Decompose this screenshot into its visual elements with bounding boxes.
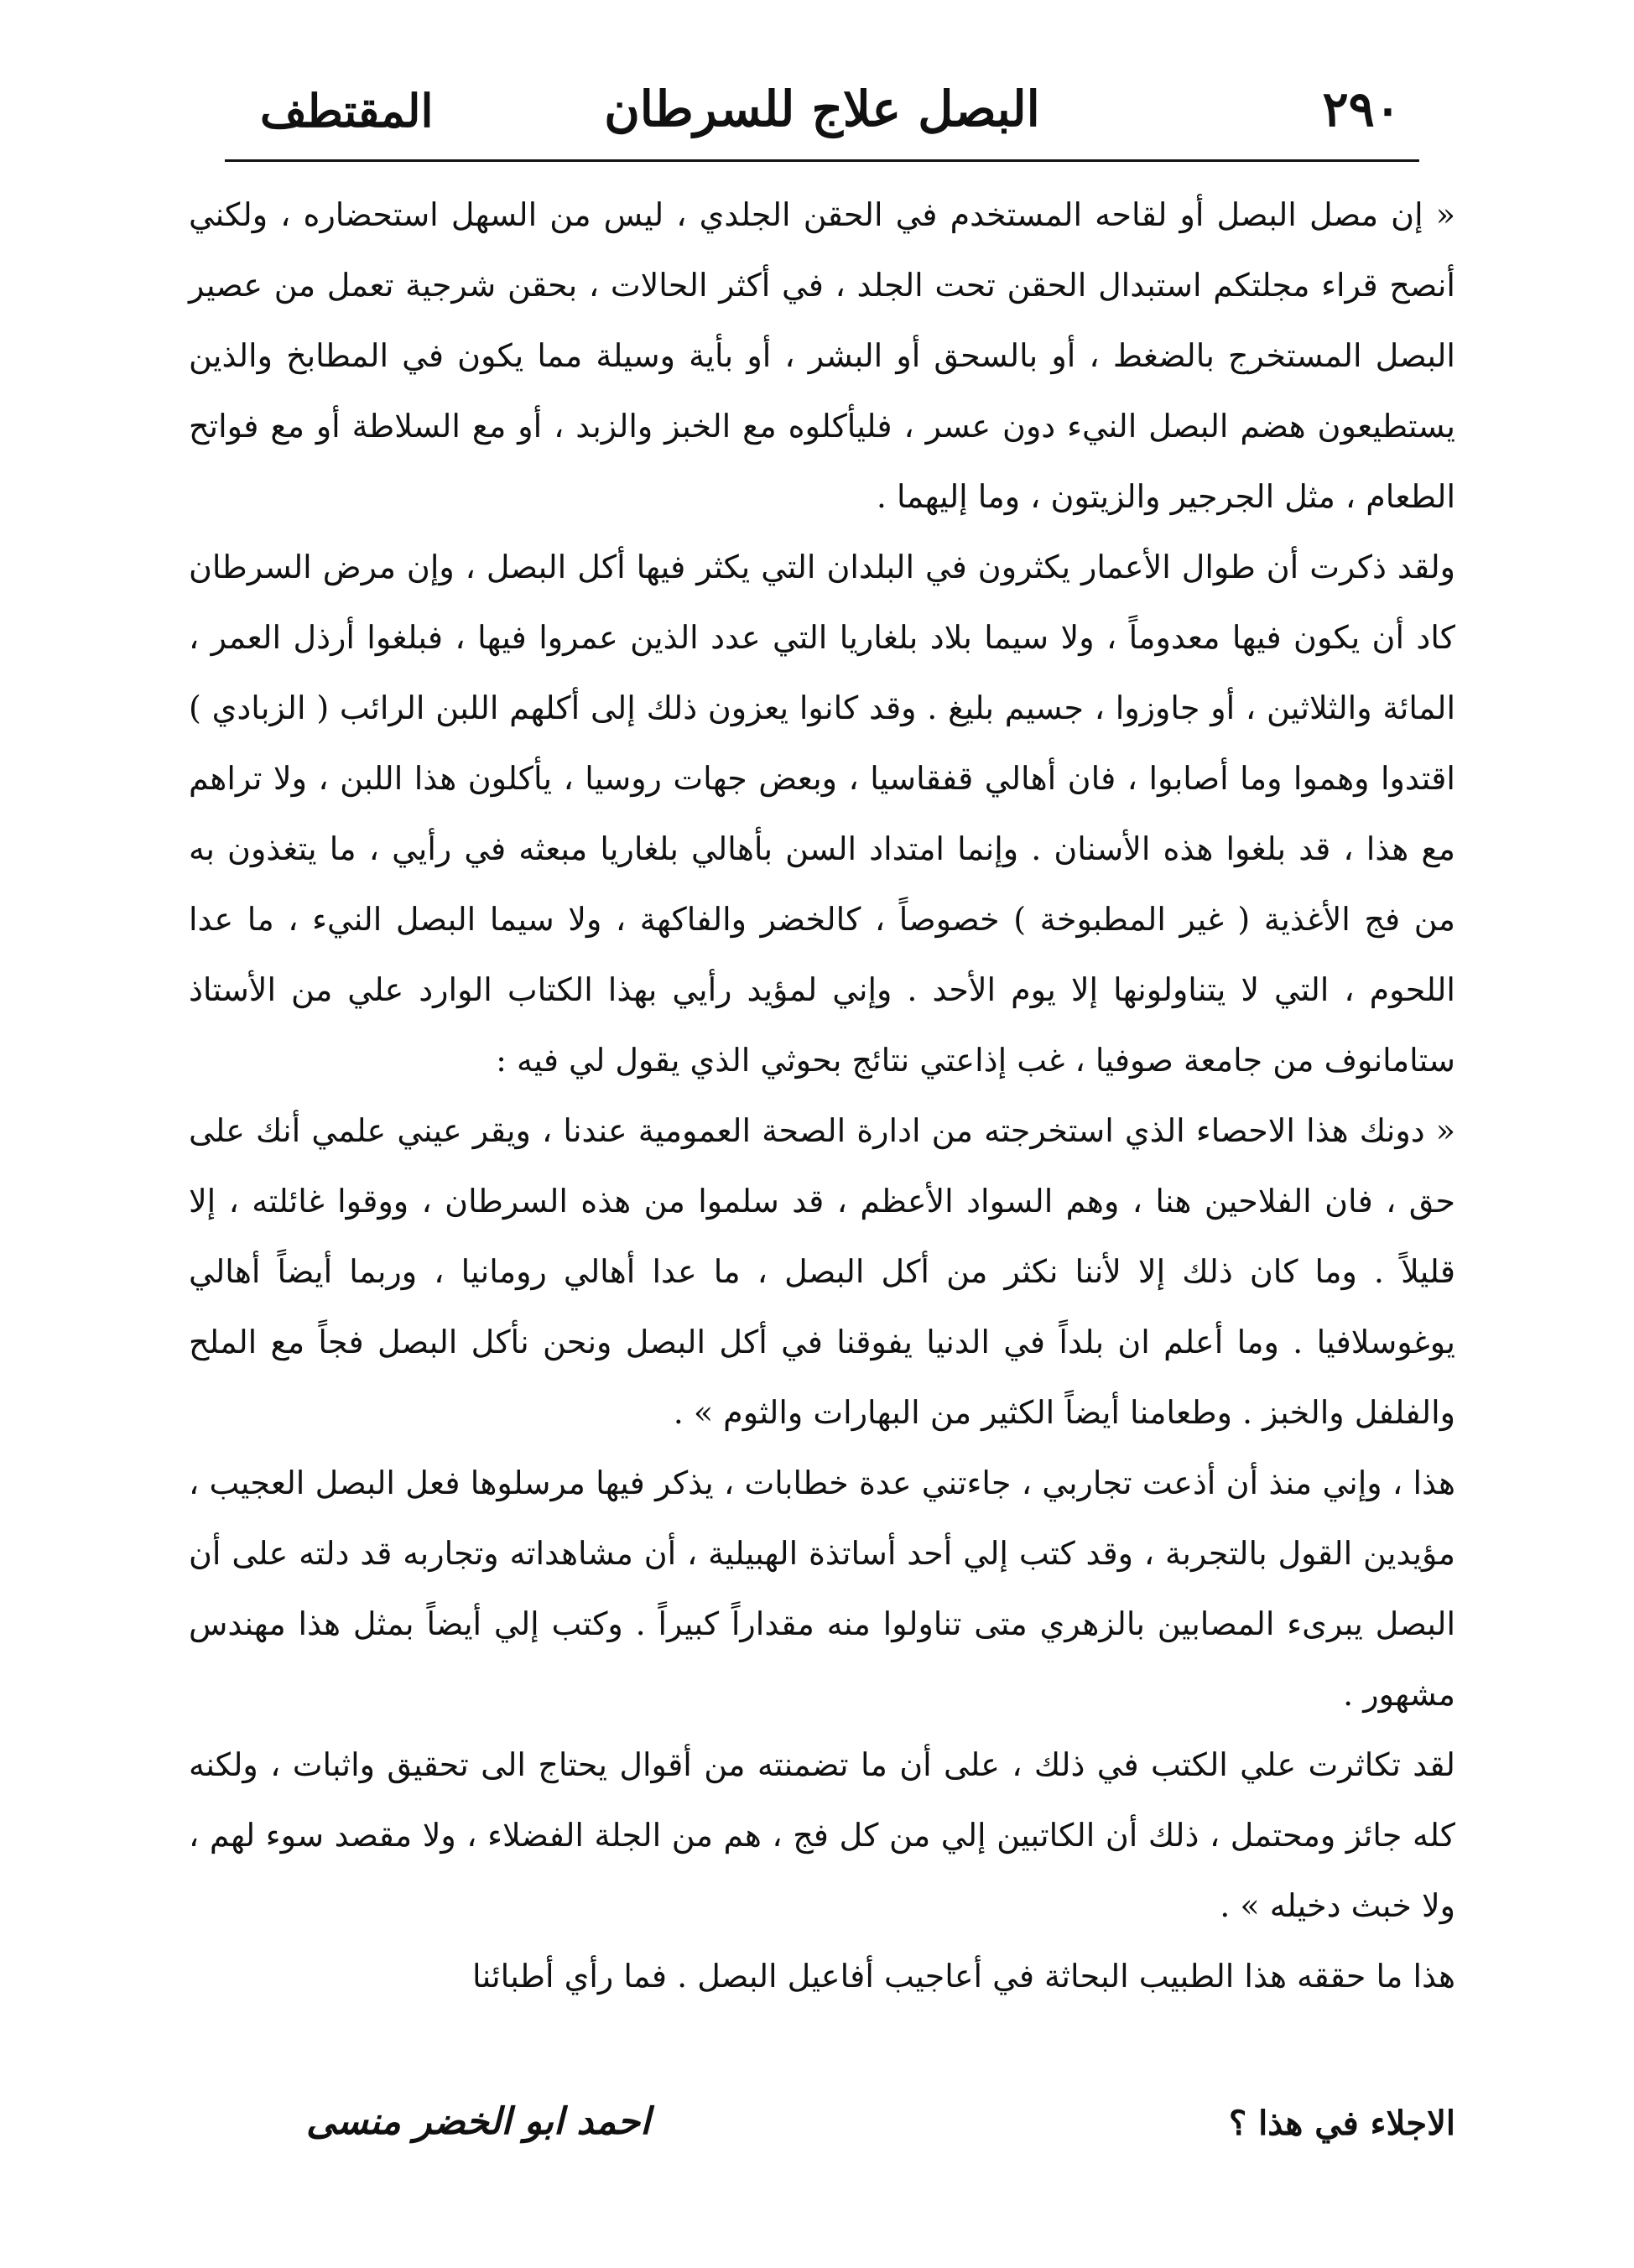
paragraph-6: هذا ما حققه هذا الطبيب البحاثة في أعاجيب أفاعيل البصل . فما رأي أطبائنا	[472, 1958, 1455, 1995]
page-number: ٢٩٠	[1322, 81, 1401, 138]
page-header	[218, 77, 1426, 153]
paragraph-5: لقد تكاثرت علي الكتب في ذلك ، على أن ما تضمنته من أقوال يحتاج الى تحقيق واثبات ، ولكنه كله جائز ومحتمل ، ذلك أن الكاتبين إلي من كل فج ، هم من الجلة الفضلاء ، ولا مقصد سوء لهم ، ولا خبث دخيله » .	[189, 1746, 1455, 1924]
closing-question: الاجلاء في هذا ؟	[1229, 2104, 1455, 2143]
closing-row	[189, 2089, 1455, 2159]
article-body	[189, 179, 1455, 2011]
paragraph-3: « دونك هذا الاحصاء الذي استخرجته من ادارة الصحة العمومية عندنا ، ويقر عيني علمي أنك على حق ، فان الفلاحين هنا ، وهم السواد الأعظم ، قد سلموا من هذه السرطان ، ووقوا غائلته ، إلا قليلاً . وما كان ذلك إلا لأننا نكثر من أكل البصل ، ما عدا أهالي رومانيا ، وربما أيضاً أهالي يوغوسلافيا . وما أعلم ان بلداً في الدنيا يفوقنا في أكل البصل ونحن نأكل البصل فجاً مع الملح والفلفل والخبز . وطعامنا أيضاً الكثير من البهارات والثوم » .	[189, 1112, 1455, 1431]
header-divider	[225, 159, 1419, 162]
journal-name: المقتطف	[260, 84, 434, 138]
paragraph-4: هذا ، وإني منذ أن أذعت تجاربي ، جاءتني عدة خطابات ، يذكر فيها مرسلوها فعل البصل العجيب ، مؤيدين القول بالتجربة ، وقد كتب إلي أحد أساتذة الهبيلية ، أن مشاهداته وتجاربه قد دلته على أن البصل يبرىء المصابين بالزهري متى تناولوا منه مقداراً كبيراً . وكتب إلي أيضاً بمثل هذا مهندس مشهور .	[189, 1464, 1456, 1713]
paragraph-1: « إن مصل البصل أو لقاحه المستخدم في الحقن الجلدي ، ليس من السهل استحضاره ، ولكني أنصح قراء مجلتكم استبدال الحقن تحت الجلد ، في أكثر الحالات ، بحقن شرجية تعمل من عصير البصل المستخرج بالضغط ، أو بالسحق أو البشر ، أو بأية وسيلة مما يكون في المطابخ والذين يستطيعون هضم البصل النيء دون عسر ، فليأكلوه مع الخبز والزبد ، أو مع السلاطة أو مع فواتح الطعام ، مثل الجرجير والزيتون ، وما إليهما .	[189, 196, 1455, 515]
running-title: البصل علاج للسرطان	[604, 81, 1040, 138]
author-signature: احمد ابو الخضر منسى	[306, 2100, 651, 2143]
paragraph-2: ولقد ذكرت أن طوال الأعمار يكثرون في البلدان التي يكثر فيها أكل البصل ، وإن مرض السرطان كاد أن يكون فيها معدوماً ، ولا سيما بلاد بلغاريا التي عدد الذين عمروا فيها ، فبلغوا أرذل العمر ، المائة والثلاثين ، أو جاوزوا ، جسيم بليغ . وقد كانوا يعزون ذلك إلى أكلهم اللبن الرائب ( الزبادي ) اقتدوا وهموا وما أصابوا ، فان أهالي قفقاسيا ، وبعض جهات روسيا ، يأكلون هذا اللبن ، ولا تراهم مع هذا ، قد بلغوا هذه الأسنان . وإنما امتداد السن بأهالي بلغاريا مبعثه في رأيي ، ما يتغذون به من فج الأغذية ( غير المطبوخة ) خصوصاً ، كالخضر والفاكهة ، ولا سيما البصل النيء ، ما عدا اللحوم ، التي لا يتناولونها إلا يوم الأحد . وإني لمؤيد رأيي بهذا الكتاب الوارد علي من الأستاذ ستامانوف من جامعة صوفيا ، غب إذاعتي نتائج بحوثي الذي يقول لي فيه :	[189, 549, 1455, 1079]
